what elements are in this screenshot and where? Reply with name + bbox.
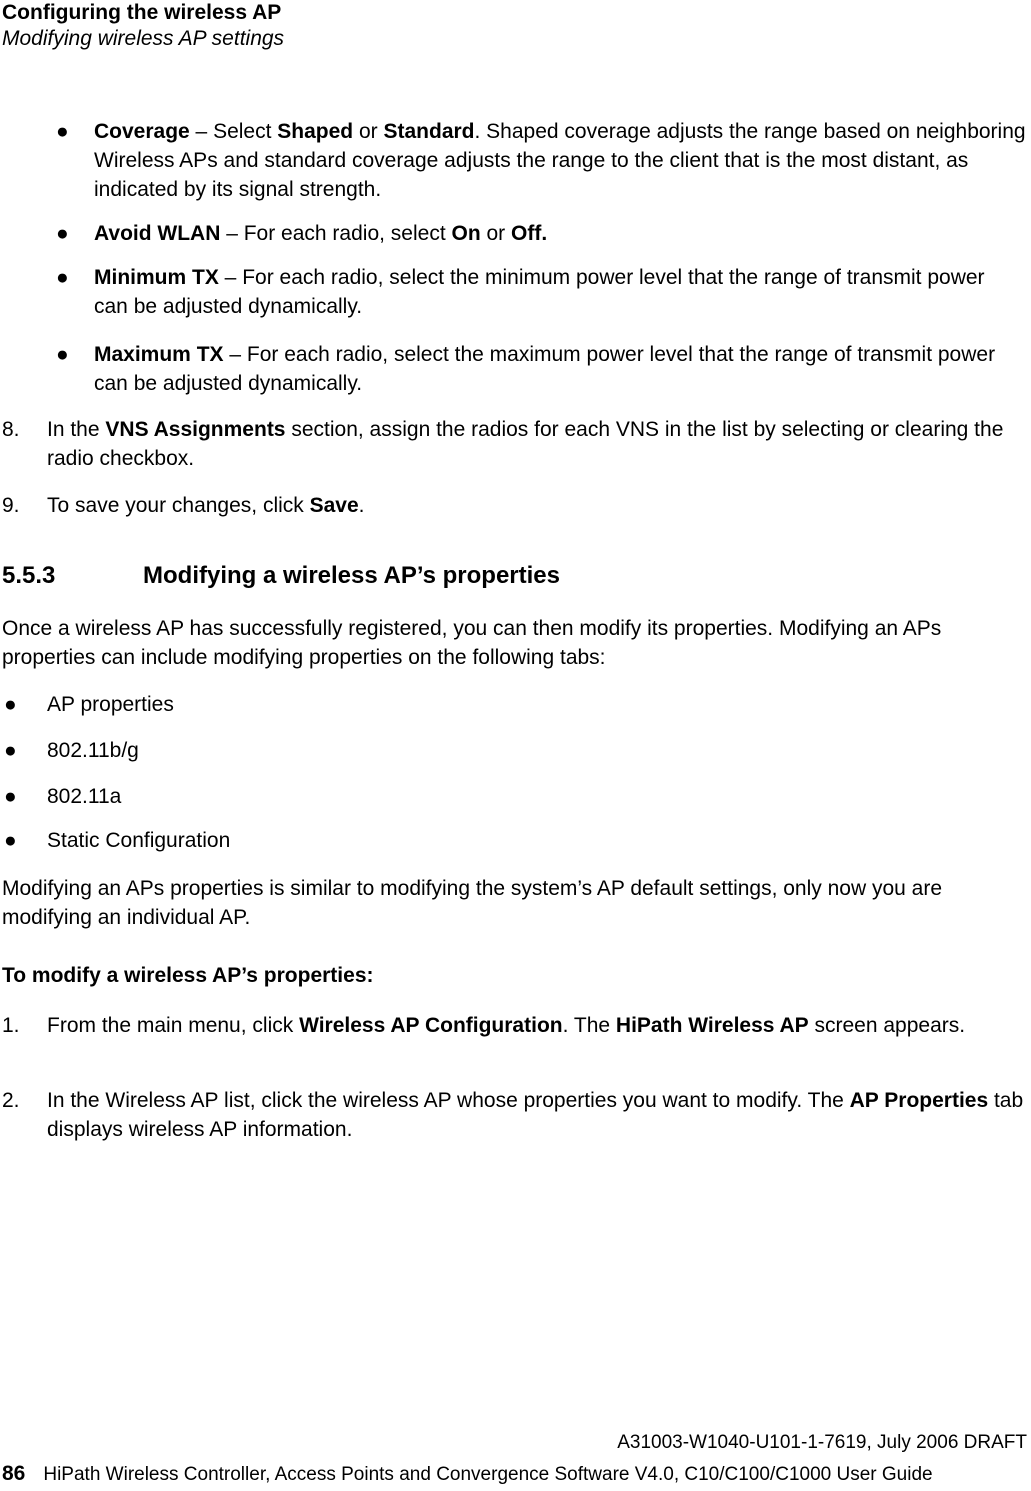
- tab-list-item: Static Configuration: [47, 829, 231, 852]
- bullet-icon: ●: [4, 829, 17, 852]
- section-heading: [2, 561, 560, 591]
- step-open-wireless-ap-config: From the main menu, click Wireless AP Configuration. The HiPath Wireless AP screen appears.: [47, 1014, 966, 1037]
- page-number: 86: [2, 1462, 26, 1485]
- bullet-avoid-wlan: Avoid WLAN – For each radio, select On or Off.: [94, 222, 548, 245]
- bullet-icon: ●: [56, 266, 69, 289]
- step-number: 1.: [2, 1014, 20, 1037]
- step-number: 9.: [2, 494, 20, 517]
- section-subtitle: Modifying wireless AP settings: [2, 27, 285, 50]
- tab-list-item: 802.11b/g: [47, 739, 139, 762]
- guide-title: HiPath Wireless Controller, Access Points and Convergence Software V4.0, C10/C100/C1000 User Guide: [43, 1464, 933, 1485]
- bullet-icon: ●: [56, 222, 69, 245]
- note-paragraph: Modifying an APs properties is similar to modifying the system’s AP default settings, only now you are modifying an individual AP.: [2, 877, 943, 929]
- procedure-title: To modify a wireless AP’s properties:: [2, 964, 374, 987]
- section-title: Modifying a wireless AP’s properties: [143, 562, 560, 589]
- running-header: [2, 0, 284, 52]
- tab-list-item: 802.11a: [47, 785, 122, 808]
- bullet-minimum-tx: Minimum TX – For each radio, select the minimum power level that the range of transmit power can be adjusted dynamically.: [94, 266, 985, 318]
- bullet-icon: ●: [4, 739, 17, 762]
- section-number: 5.5.3: [2, 562, 56, 589]
- bullet-icon: ●: [56, 120, 69, 143]
- bullet-icon: ●: [4, 693, 17, 716]
- bullet-icon: ●: [4, 785, 17, 808]
- bullet-coverage: Coverage – Select Shaped or Standard. Shaped coverage adjusts the range based on neighboring Wireless APs and standard coverage adjusts the range to the client that is the most distant, as indicated by its signal strength.: [94, 120, 1026, 201]
- step-number: 8.: [2, 418, 20, 441]
- chapter-title: Configuring the wireless AP: [2, 1, 282, 24]
- step-number: 2.: [2, 1089, 20, 1112]
- intro-paragraph: Once a wireless AP has successfully registered, you can then modify its properties. Modifying an APs properties can include modifying properties on the following tabs:: [2, 617, 942, 669]
- step-vns-assignments: In the VNS Assignments section, assign the radios for each VNS in the list by selecting or clearing the radio checkbox.: [47, 418, 1004, 470]
- bullet-maximum-tx: Maximum TX – For each radio, select the maximum power level that the range of transmit power can be adjusted dynamically.: [94, 343, 996, 395]
- page-footer: [2, 1461, 933, 1488]
- document-id: A31003-W1040-U101-1-7619, July 2006 DRAFT: [617, 1432, 1027, 1453]
- step-save: To save your changes, click Save.: [47, 494, 365, 517]
- step-select-ap: In the Wireless AP list, click the wireless AP whose properties you want to modify. The AP Properties tab displays wireless AP information.: [47, 1089, 1024, 1141]
- bullet-icon: ●: [56, 343, 69, 366]
- tab-list-item: AP properties: [47, 693, 174, 716]
